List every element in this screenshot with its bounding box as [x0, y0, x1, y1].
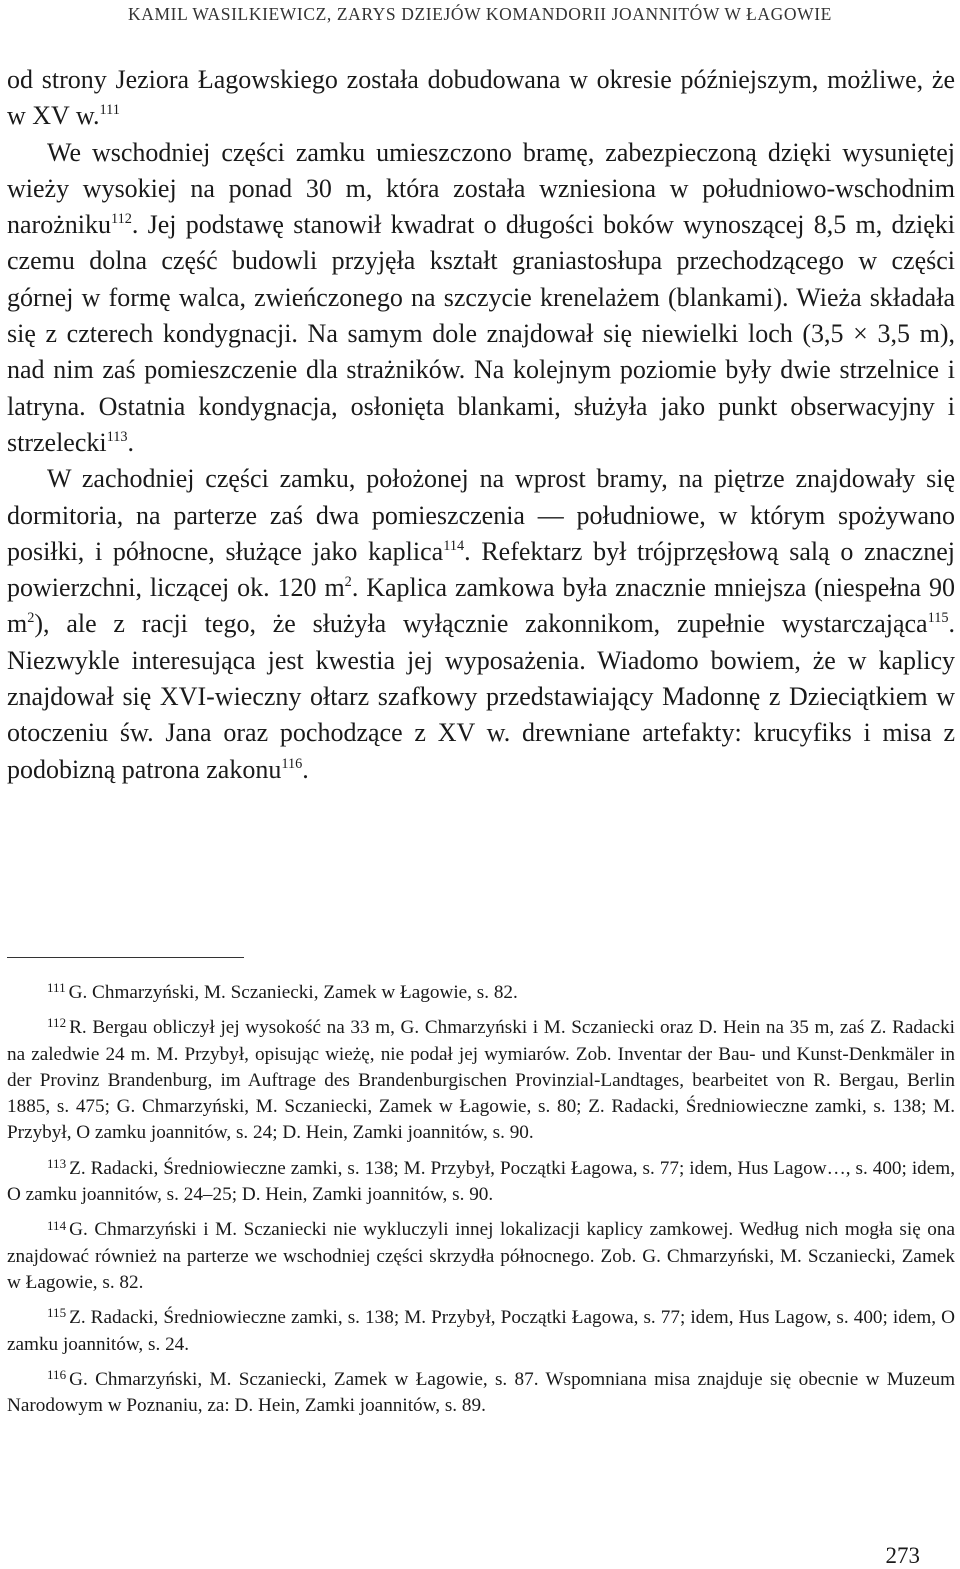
- footnote: [7, 980, 955, 1006]
- paragraph-text: .: [302, 754, 309, 784]
- footnote-text: Z. Radacki, Średniowieczne zamki, s. 138; M. Przybył, Początki Łagowa, s. 77; idem, Hus Lagow, s. 400; idem, O zamku joannitów, s. 24.: [7, 1307, 955, 1355]
- footnote-ref: 113: [106, 428, 128, 445]
- paragraph-text: . Jej podstawę stanowił kwadrat o długości boków wynoszącej 8,5 m, dzięki czemu dolna część budowli przyjęła kształt graniastosłupa przechodzącego w części górnej w formę walca, zwieńczonego na szczycie krenelażem (blankami). Wieża składała się z czterech kondygnacji. Na samym dole znajdował się niewielki loch (3,5 × 3,5 m), nad nim zaś pomieszczenie dla strażników. Na kolejnym poziomie były dwie strzelnice i latryna. Ostatnia kondygnacja, osłonięta blankami, służyła jako punkt obserwacyjny i strzelecki: [7, 210, 955, 457]
- paragraph-1: [7, 62, 955, 135]
- footnote: [7, 1305, 955, 1358]
- paragraph-text: od strony Jeziora Łagowskiego została dobudowana w okresie późniejszym, możliwe, że w XV w.: [7, 65, 955, 131]
- footnote-text: Z. Radacki, Średniowieczne zamki, s. 138; M. Przybył, Początki Łagowa, s. 77; idem, Hus Lagow…, s. 400; idem, O zamku joannitów, s. 24–25; D. Hein, Zamki joannitów, s. 90.: [7, 1157, 955, 1206]
- paragraph-text: .: [127, 427, 135, 457]
- footnote: [7, 1015, 955, 1146]
- footnote-separator: [7, 957, 244, 958]
- footnote-text: R. Bergau obliczył jej wysokość na 33 m, G. Chmarzyński i M. Sczaniecki oraz D. Hein na 35 m, zaś Z. Radacki na zaledwie 24 m. M. Przybył, opisując wieżę, nie podał jej wymiarów. Zob. Inventar der Bau- und Kunst-Denkmäler in der Provinz Brandenburg, im Auftrage des Brandenburgischen Provinzial-Landtages, bearbeitet von R. Bergau, Berlin 1885, s. 475; G. Chmarzyński, M. Sczaniecki, Zamek w Łagowie, s. 80; Z. Radacki, Średniowieczne zamki, s. 138; M. Przybył, O zamku joannitów, s. 24; D. Hein, Zamki joannitów, s. 90.: [7, 1017, 955, 1144]
- main-text: [7, 62, 955, 788]
- page-number: 273: [885, 1543, 920, 1568]
- footnote-ref: 111: [99, 102, 120, 119]
- footnote-ref: 112: [110, 211, 132, 228]
- footnote-number: 115: [47, 1305, 67, 1321]
- footnote-ref: 115: [927, 610, 949, 627]
- paragraph-text: . Kaplica zamkowa była znacznie mniejsza (niespełna 90 m: [7, 573, 955, 639]
- paragraph-2: [7, 135, 955, 462]
- footnote-text: G. Chmarzyński, M. Sczaniecki, Zamek w Łagowie, s. 82.: [68, 982, 518, 1003]
- footnote-ref: 116: [281, 755, 303, 772]
- paragraph-text: W zachodniej części zamku, położonej na wprost bramy, na piętrze znajdowały się dormitoria, na parterze zaś dwa pomieszczenia — południowe, w którym spożywano posiłki, i północne, służące jako kaplica: [7, 464, 955, 566]
- superscript: 2: [344, 574, 352, 591]
- footnote-text: G. Chmarzyński i M. Sczaniecki nie wykluczyli innej lokalizacji kaplicy zamkowej. Według nich mogła się ona znajdować również na parterze we wschodniej części skrzydła północnego. Zob. G. Chmarzyński, M. Sczaniecki, Zamek w Łagowie, s. 82.: [7, 1219, 955, 1293]
- footnote: [7, 1217, 955, 1296]
- footnote-number: 114: [47, 1217, 67, 1233]
- paragraph-text: ), ale z racji tego, że służyła wyłącznie zakonnikom, zupełnie wystarczająca: [34, 609, 928, 639]
- footnote: [7, 1156, 955, 1209]
- running-head: KAMIL WASILKIEWICZ, ZARYS DZIEJÓW KOMANDORII JOANNITÓW W ŁAGOWIE: [128, 4, 832, 24]
- footnote-number: 111: [47, 980, 66, 996]
- footnote-number: 112: [47, 1015, 67, 1031]
- footnote: [7, 1367, 955, 1420]
- paragraph-text: . Niezwykle interesująca jest kwestia jej wyposażenia. Wiadomo bowiem, że w kaplicy znajdował się XVI-wieczny ołtarz szafkowy przedstawiający Madonnę z Dzieciątkiem w otoczeniu św. Jana oraz pochodzące z XV w. drewniane artefakty: krucyfiks i misa z podobizną patrona zakonu: [7, 609, 955, 784]
- paragraph-text: We wschodniej części zamku umieszczono bramę, zabezpieczoną dzięki wysuniętej wieży wysokiej na ponad 30 m, która została wzniesiona w południowo-wschodnim narożniku: [7, 137, 955, 240]
- footnotes: [7, 980, 955, 1428]
- paragraph-text: . Refektarz był trójprzęsłową salą o znacznej powierzchni, liczącej ok. 120 m: [7, 536, 955, 603]
- footnote-number: 116: [47, 1366, 67, 1382]
- footnote-ref: 114: [443, 537, 465, 554]
- paragraph-3: [7, 461, 955, 788]
- footnote-number: 113: [47, 1155, 67, 1171]
- superscript: 2: [27, 610, 35, 627]
- footnote-text: G. Chmarzyński, M. Sczaniecki, Zamek w Łagowie, s. 87. Wspomniana misa znajduje się obecnie w Muzeum Narodowym w Poznaniu, za: D. Hein, Zamki joannitów, s. 89.: [7, 1368, 955, 1417]
